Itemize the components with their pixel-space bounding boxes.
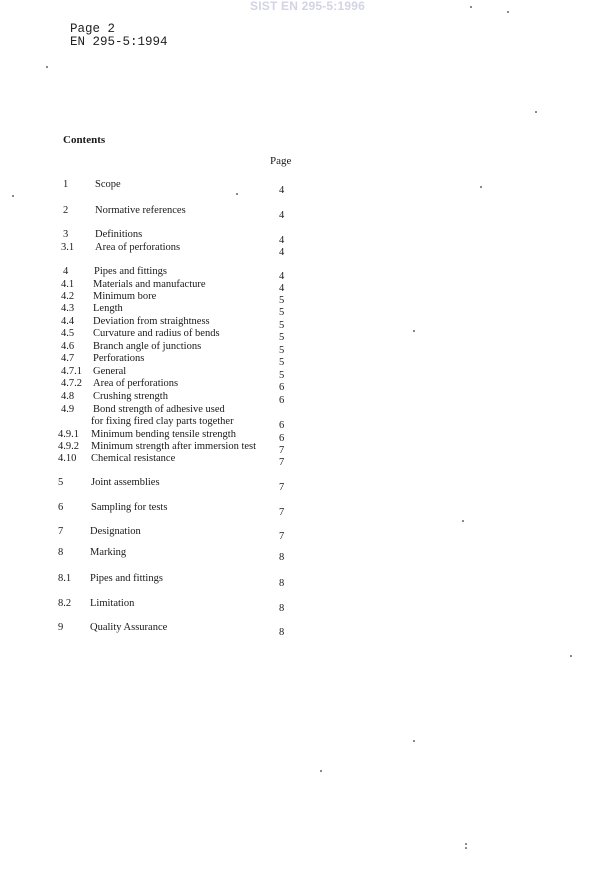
scan-speck [507,11,509,13]
toc-number: 5 [58,477,64,488]
toc-page: 4 [279,271,285,282]
toc-entry-3[interactable] [0,228,615,246]
toc-page: 5 [279,307,285,318]
contents-heading: Contents [63,134,106,146]
toc-title: Crushing strength [93,391,168,402]
scan-speck [570,655,572,657]
toc-entry-4[interactable] [0,265,615,282]
toc-title: Curvature and radius of bends [93,328,220,339]
page-number-label: Page 2 [70,22,116,36]
toc-page: 4 [279,283,285,294]
toc-number: 8.1 [58,573,72,584]
toc-entry-7[interactable] [0,525,615,542]
toc-title: for fixing fired clay parts together [91,416,234,427]
toc-title: Normative references [95,205,186,216]
page-header [70,23,168,49]
toc-entry-4-3[interactable] [0,302,615,318]
toc-number: 4.4 [61,316,75,327]
toc-page: 5 [279,345,285,356]
toc-entry-2[interactable] [0,204,615,221]
toc-number: 4.10 [58,453,77,464]
toc-title: Pipes and fittings [90,573,163,584]
standard-code: EN 295-5:1994 [70,35,168,49]
toc-page: 5 [279,320,285,331]
toc-number: 8.2 [58,598,72,609]
toc-number: 4.7 [61,353,75,364]
toc-page: 4 [279,210,285,221]
scan-speck [236,193,238,195]
toc-number: 7 [58,526,64,537]
toc-number: 4.5 [61,328,75,339]
toc-number: 4.9.1 [58,429,79,440]
toc-title: Sampling for tests [91,502,168,513]
toc-page: 8 [279,603,285,614]
scan-speck [46,66,48,68]
toc-entry-1[interactable] [0,178,615,196]
toc-page: 7 [279,507,285,518]
toc-number: 4.7.1 [61,366,82,377]
toc-title: Minimum bore [93,291,157,302]
toc-number: 9 [58,622,64,633]
toc-title: Chemical resistance [91,453,176,464]
toc-page: 8 [279,552,285,563]
toc-title: Joint assemblies [91,477,160,488]
toc-entry-9[interactable] [0,621,615,638]
toc-page: 5 [279,370,285,381]
document-watermark: SIST EN 295-5:1996 [250,0,365,13]
toc-number: 4.2 [61,291,75,302]
toc-number: 4.8 [61,391,75,402]
toc-title: Pipes and fittings [94,266,167,277]
toc-entry-6[interactable] [0,501,615,518]
toc-number: 4.6 [61,341,75,352]
toc-number: 4.7.2 [61,378,82,389]
toc-title: Area of perforations [93,378,179,389]
scan-speck [465,847,467,849]
scan-speck [480,186,482,188]
toc-title: Marking [90,547,127,558]
toc-page: 6 [279,420,285,431]
toc-page: 6 [279,382,285,393]
toc-page: 4 [279,185,285,196]
toc-title: Branch angle of junctions [93,341,202,352]
toc-title: Designation [90,526,141,537]
toc-title: Minimum bending tensile strength [91,429,236,440]
scan-speck [462,520,464,522]
scan-speck [413,740,415,742]
toc-number: 8 [58,547,64,558]
toc-number: 4 [63,266,69,277]
toc-entry-8[interactable] [0,546,615,563]
toc-page: 8 [279,627,285,638]
toc-title: General [93,366,127,377]
toc-number: 6 [58,502,64,513]
toc-number: 2 [63,205,69,216]
toc-page: 5 [279,357,285,368]
toc-page: 6 [279,395,285,406]
toc-page: 5 [279,295,285,306]
toc-entry-4-10[interactable] [0,452,615,468]
toc-entry-4-7[interactable] [0,352,615,368]
toc-title: Bond strength of adhesive used [93,404,225,415]
toc-title: Quality Assurance [90,622,168,633]
toc-title: Minimum strength after immersion test [91,441,257,452]
toc-page: 4 [279,247,285,258]
toc-title: Length [93,303,123,314]
toc-page: 7 [279,531,285,542]
toc-page: 4 [279,235,285,246]
toc-entry-8-1[interactable] [0,572,615,589]
scan-speck [12,195,14,197]
toc-entry-8-2[interactable] [0,597,615,614]
toc-page: 7 [279,445,285,456]
scan-speck [470,6,472,8]
toc-number: 1 [63,179,69,190]
toc-entry-5[interactable] [0,476,615,493]
toc-title: Materials and manufacture [93,279,206,290]
toc-title: Scope [95,179,121,190]
scan-speck [535,111,537,113]
toc-entry-4-9-continued[interactable] [0,415,615,431]
toc-number: 4.9.2 [58,441,79,452]
toc-number: 4.3 [61,303,75,314]
toc-entry-3-1[interactable] [0,241,615,258]
toc-number: 3.1 [61,242,75,253]
toc-title: Perforations [93,353,145,364]
scan-speck [465,843,467,845]
toc-page: 7 [279,482,285,493]
toc-entry-4-8[interactable] [0,390,615,406]
toc-title: Area of perforations [95,242,181,253]
toc-page: 8 [279,578,285,589]
toc-title: Definitions [95,229,143,240]
toc-title: Limitation [90,598,135,609]
toc-number: 4.1 [61,279,75,290]
toc-number: 4.9 [61,404,75,415]
toc-entry-4-7-2[interactable] [0,377,615,393]
page-column-heading: Page [270,155,292,167]
toc-entry-4-5[interactable] [0,327,615,343]
scan-speck [320,770,322,772]
toc-page: 5 [279,332,285,343]
scan-speck [413,330,415,332]
toc-page: 6 [279,433,285,444]
toc-title: Deviation from straightness [93,316,210,327]
toc-number: 3 [63,229,69,240]
toc-page: 7 [279,457,285,468]
